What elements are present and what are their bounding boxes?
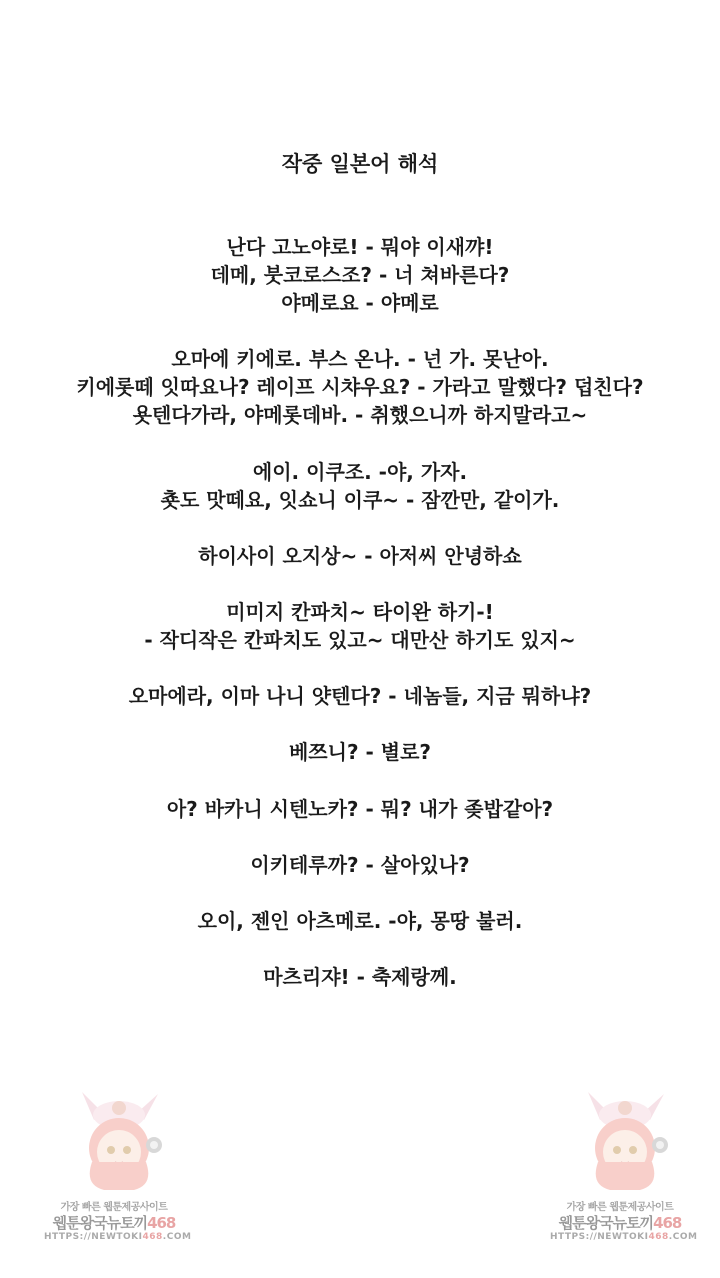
translation-line: 미미지 칸파치~ 타이완 하기-! <box>226 600 494 624</box>
watermark-site-name: 웹툰왕국뉴토끼468 <box>52 1214 176 1232</box>
translation-line: 춋도 맛떼요, 잇쇼니 이쿠~ - 잠깐만, 같이가. <box>160 488 560 512</box>
watermark-url: HTTPS://NEWTOKI468.COM <box>44 1232 192 1242</box>
translation-block <box>0 233 720 317</box>
translation-block <box>0 851 720 879</box>
watermark-stamp <box>44 1090 192 1265</box>
translation-line: - 작디작은 칸파치도 있고~ 대만산 하기도 있지~ <box>144 628 576 652</box>
translation-block <box>0 795 720 823</box>
translation-block <box>0 598 720 654</box>
translation-block <box>0 682 720 710</box>
translation-line: 야메로요 - 야메로 <box>281 291 439 315</box>
translation-block <box>0 458 720 514</box>
translation-line: 이키테루까? - 살아있나? <box>250 853 470 877</box>
translation-line: 욧텐다가라, 야메롯데바. - 취했으니까 하지말라고~ <box>132 403 588 427</box>
watermark-url: HTTPS://NEWTOKI468.COM <box>550 1232 698 1242</box>
translation-line: 오이, 젠인 아츠메로. -야, 몽땅 불러. <box>197 909 523 933</box>
translation-block <box>0 963 720 991</box>
translation-line: 마츠리쟈! - 축제랑께. <box>263 965 457 989</box>
page-title: 작중 일본어 해석 <box>281 152 439 176</box>
translation-line: 난다 고노야로! - 뭐야 이새꺄! <box>226 235 494 259</box>
translation-line: 하이사이 오지상~ - 아저씨 안녕하쇼 <box>198 544 522 568</box>
watermark-tagline: 가장 빠른 웹툰제공사이트 <box>60 1202 168 1213</box>
translation-block <box>0 738 720 766</box>
translation-block <box>0 907 720 935</box>
translation-line: 오마에라, 이마 나니 얏텐다? - 네놈들, 지금 뭐하냐? <box>128 684 592 708</box>
translation-line: 에이. 이쿠조. -야, 가자. <box>252 460 468 484</box>
translation-line: 오마에 키에로. 부스 온나. - 넌 가. 못난아. <box>171 347 549 371</box>
watermark-tagline: 가장 빠른 웹툰제공사이트 <box>566 1202 674 1213</box>
translation-line: 데메, 붓코로스조? - 너 쳐바른다? <box>210 263 510 287</box>
translation-line: 베쯔니? - 별로? <box>288 740 432 764</box>
translation-block <box>0 542 720 570</box>
translation-line: 아? 바카니 시텐노카? - 뭐? 내가 좆밥같아? <box>166 797 554 821</box>
watermark-stamp <box>550 1090 698 1265</box>
mascot-logo-icon <box>74 1090 164 1195</box>
mascot-logo-icon <box>580 1090 670 1195</box>
translation-block <box>0 345 720 429</box>
translation-line: 키에롯떼 잇따요나? 레이프 시챠우요? - 가라고 말했다? 덥친다? <box>76 375 644 399</box>
watermark-site-name: 웹툰왕국뉴토끼468 <box>558 1214 682 1232</box>
